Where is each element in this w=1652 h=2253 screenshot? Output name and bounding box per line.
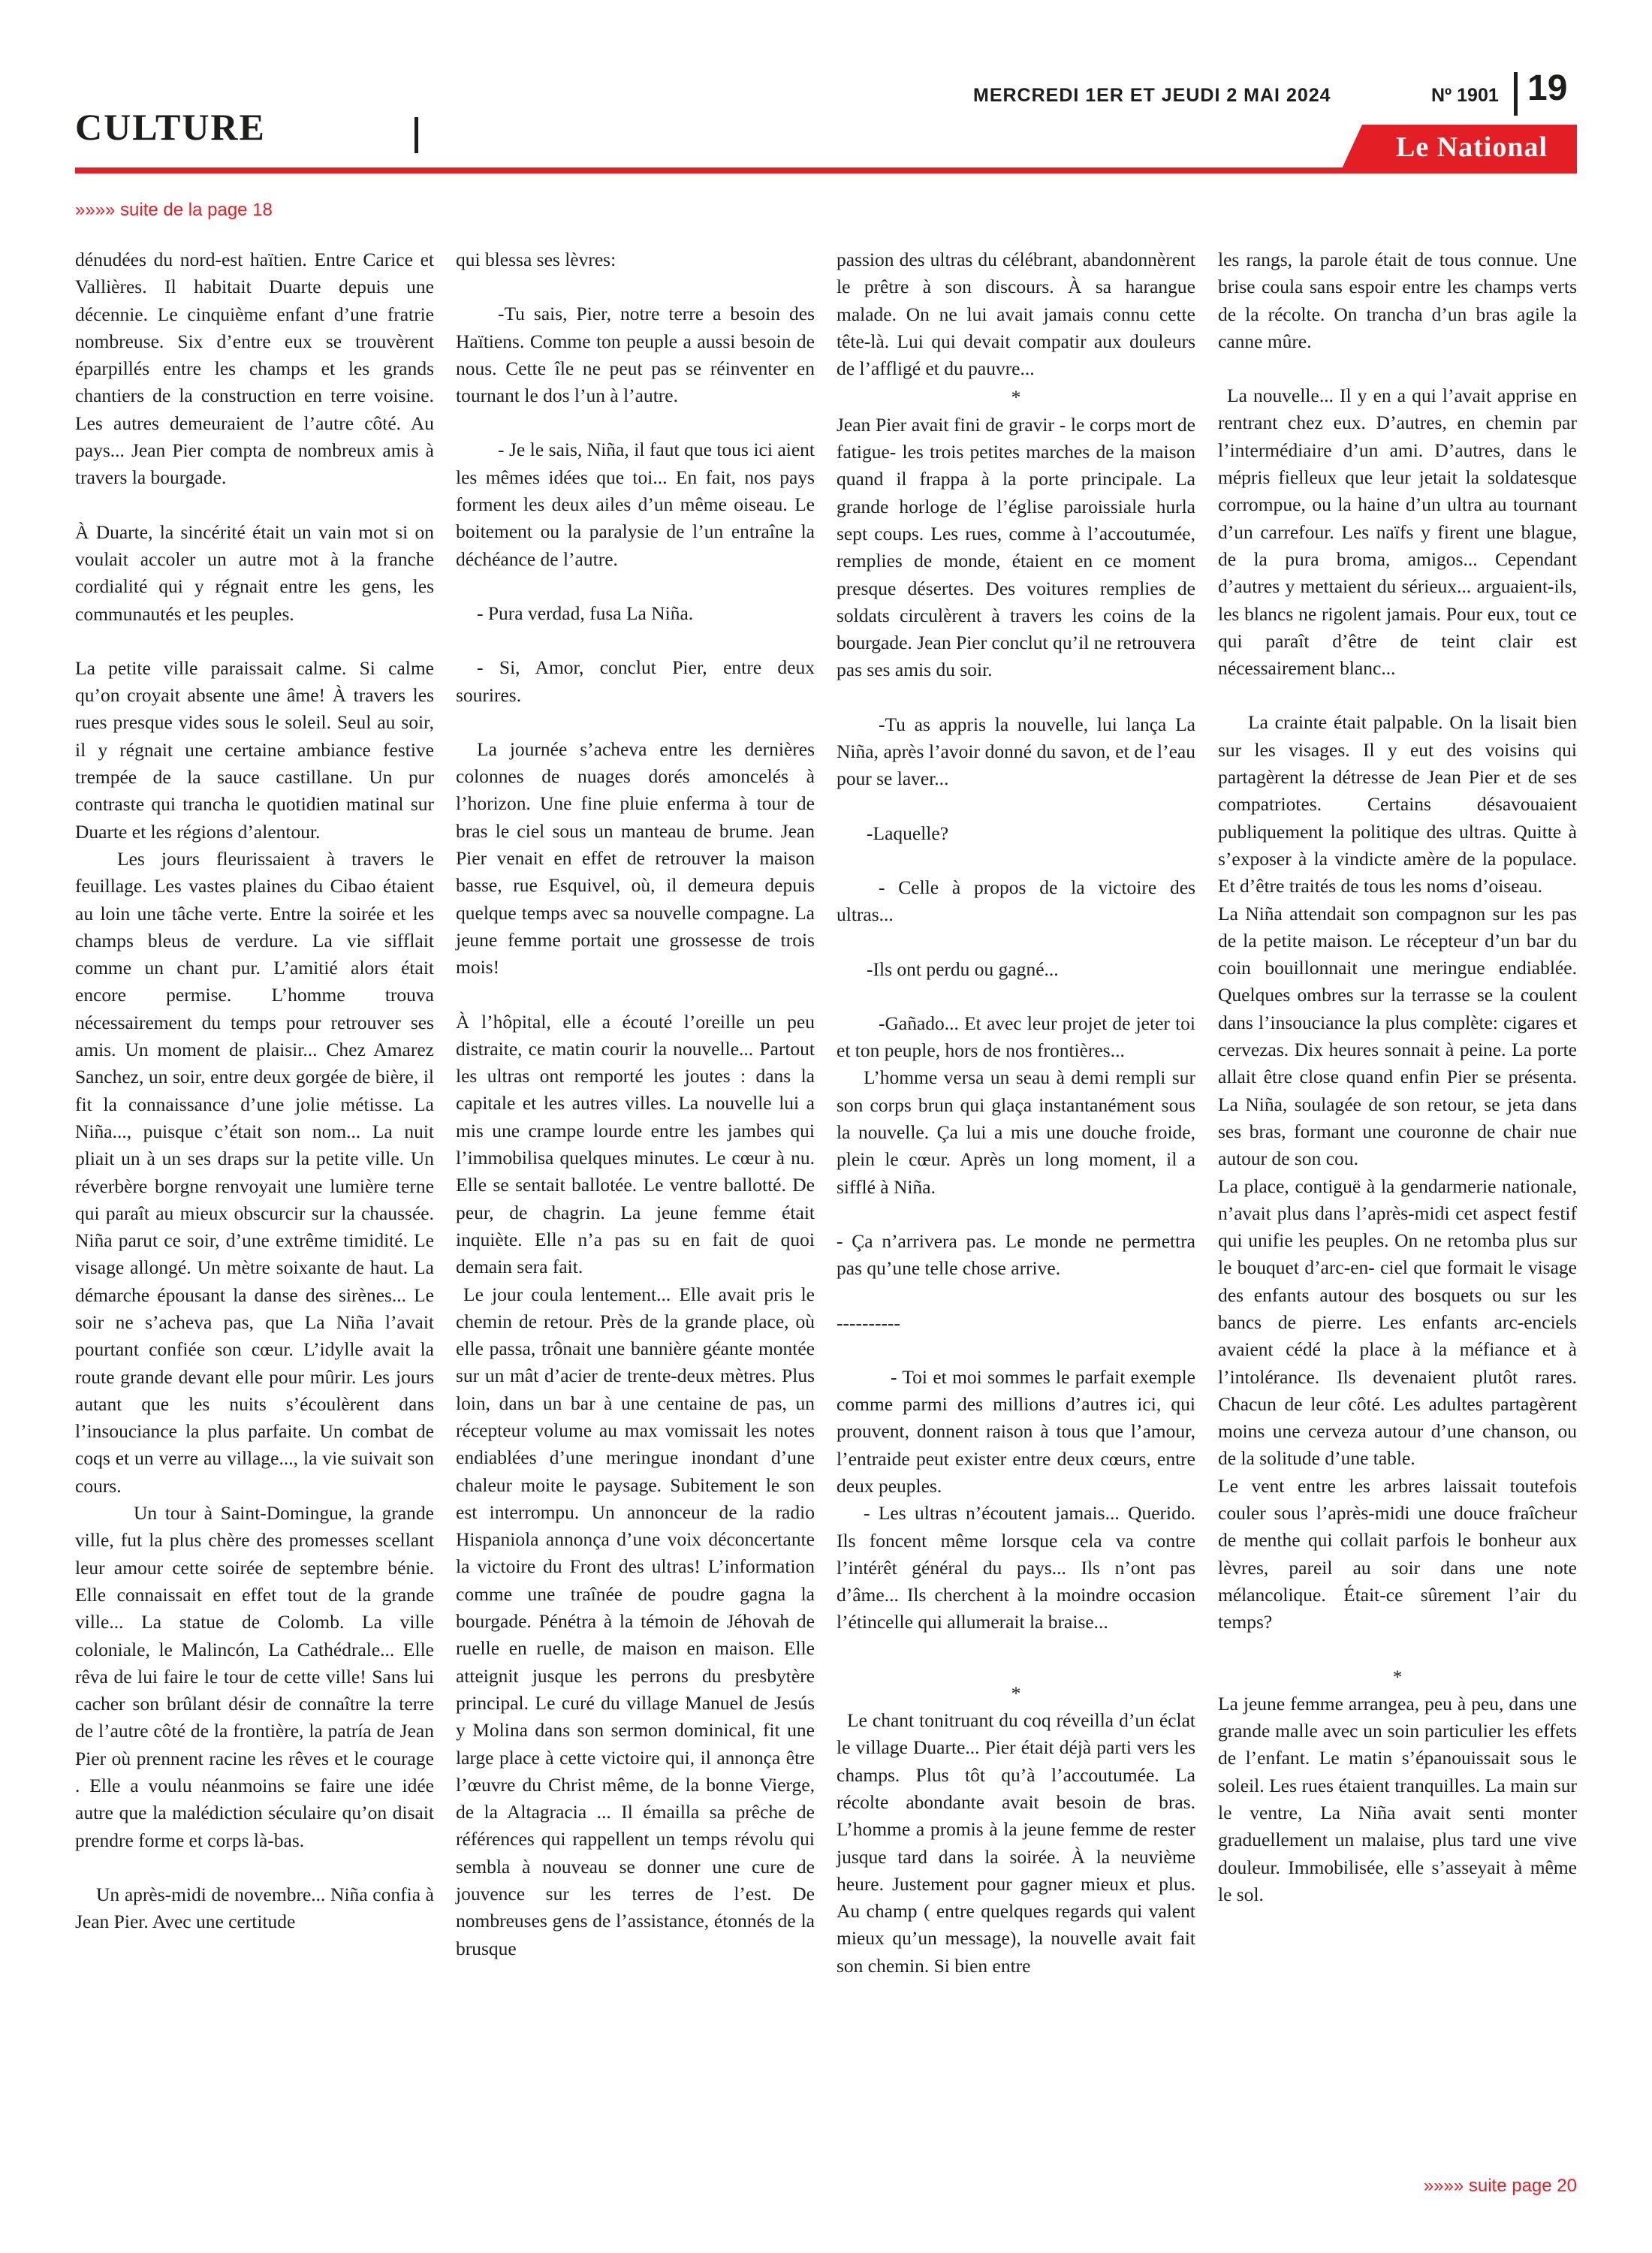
dialogue-line: -Gañado... Et avec leur projet de jeter toi et ton peuple, hors de nos frontières... xyxy=(837,1012,1195,1062)
article-column-4 xyxy=(1218,246,1577,1908)
paragraph: Jean Pier avait fini de gravir - le corps mort de fatigue- les trois petites marches de la maison quand il frappa à la porte principale. La grande horloge de l’église paroissiale hurla sept coups. Les rues, comme à l’accoutumée, remplies de monde, étaient en ce moment presque désertes. Des voitures remplies de soldats circulèrent à travers les coins de la bourgade. Jean Pier conclut qu’il ne retrouvera pas ses amis du soir. xyxy=(837,413,1195,681)
dialogue-line: - Pura verdad, fusa La Niña. xyxy=(477,602,694,624)
issue-number: Nº 1901 xyxy=(1431,85,1499,106)
newspaper-name: Le National xyxy=(1395,131,1548,163)
section-break-star: * xyxy=(1011,1681,1021,1704)
continued-from-link[interactable]: »»»» suite de la page 18 xyxy=(75,200,273,220)
paragraph: passion des ultras du célébrant, abandonnèrent le prêtre à son discours. À sa harangue malade. On ne lui avait jamais connu cette tête-là. Lui qui devait compatir aux douleurs de l’affligé et du pauvre... xyxy=(837,249,1195,380)
dialogue-line: - Si, Amor, conclut Pier, entre deux sourires. xyxy=(456,656,815,706)
dialogue-line: -Ils ont perdu ou gagné... xyxy=(867,958,1059,980)
paragraph: La jeune femme arrangea, peu à peu, dans une grande malle avec un soin particulier les effets de l’enfant. Le matin s’épanouissait sous le soleil. Les rues étaient tranquilles. La main sur le ventre, La Niña avait senti monter graduellement un malaise, plus tard une vive douleur. Immobilisée, elle s’asseyait à même le sol. xyxy=(1218,1692,1577,1905)
paragraph: La journée s’acheva entre les dernières colonnes de nuages dorés amoncelés à l’horizon. Une fine pluie enferma à tour de bras le ciel sous un manteau de brume. Jean Pier venait en effet de retrouver la maison basse, rue Esquivel, où, il demeura depuis quelque temps avec sa nouvelle compagne. La jeune femme portait une grossesse de trois mois! xyxy=(456,737,815,979)
paragraph: qui blessa ses lèvres: xyxy=(456,249,616,270)
paragraph: les rangs, la parole était de tous connue. Une brise coula sans espoir entre les champs verts de la récolte. On trancha d’un bras agile la canne mûre. xyxy=(1218,249,1577,352)
paragraph: Un après-midi de novembre... Niña confia à Jean Pier. Avec une certitude xyxy=(75,1883,434,1933)
section-title: CULTURE xyxy=(75,106,266,148)
paragraph: La place, contiguë à la gendarmerie nationale, n’avait plus dans l’après-midi cet aspect festif qui unifie les peuples. On ne retomba plus sur le bouquet d’arc-en- ciel que formait le visage des enfants autour des bosquets ou sur les bancs de pierre. Les enfants arc-enciels avaient cédé la place à la méfiance et à l’intolérance. Ils devenaient plutôt rares. Chacun de leur côté. Les adultes partagèrent moins une cerveza autour d’une chanson, ou de la solitude d’une table. xyxy=(1218,1175,1577,1470)
article-column-2 xyxy=(456,246,815,1962)
paragraph: La Niña attendait son compagnon sur les pas de la petite maison. Le récepteur d’un bar du coin bouillonnait une meringue endiablée. Quelques ombres sur la terrasse se la coulent dans l’insouciance la plus complète: cigares et cervezas. Dix heures sonnait à peine. La porte allait être close quand enfin Pier se présenta. La Niña, soulagée de son retour, se jeta dans ses bras, formant une couronne de chair nue autour de son cou. xyxy=(1218,902,1577,1170)
paragraph: Les jours fleurissaient à travers le feuillage. Les vastes plaines du Cibao étaient au loin une tâche verte. Entre la soirée et les champs bleus de verdure. La vie sifflait comme un chant pur. L’amitié alors était encore permise. L’homme trouva nécessairement du temps pour retrouver ses amis. Un moment de plaisir... Chez Amarez Sanchez, un soir, entre deux gorgée de bière, il fit la connaissance d’une jolie métisse. La Niña..., puisque c’était son nom... La nuit pliait un à un ses draps sur la petite ville. Un réverbère borgne renvoyait une lumière terne qui paraît au mieux obscurcir sur la chaussée. Niña parut ce soir, d’une extrême timidité. Le visage allongé. Un mètre soixante de haut. La démarche épousant la danse des sirènes... Le soir ne s’acheva pas, que La Niña l’avait pourtant confiée son cœur. L’idylle avait la route grande devant elle pour mûrir. Les jours autant que les nuits s’écoulèrent dans l’insouciance la plus parfaite. Un combat de coqs et un verre au village..., la vie suivait son cours. xyxy=(75,847,434,1497)
dialogue-line: -Tu sais, Pier, notre terre a besoin des Haïtiens. Comme ton peuple a aussi besoin de nous. Cette île ne peut pas se réinventer en tournant le dos l’un à l’autre. xyxy=(456,303,815,407)
paragraph: L’homme versa un seau à demi rempli sur son corps brun qui glaça instantanément sous la nouvelle. Ça lui a mis une douche froide, plein le cœur. Après un long moment, il a sifflé à Niña. xyxy=(837,1066,1195,1198)
paragraph: La crainte était palpable. On la lisait bien sur les visages. Il y eut des voisins qui partagèrent la détresse de Jean Pier et de ses compatriotes. Certains désavouaient publiquement la politique des ultras. Quitte à s’exposer à la vindicte amère de la populace. Et d’être traités de tous les noms d’oiseau. xyxy=(1218,711,1577,897)
paragraph: À l’hôpital, elle a écouté l’oreille un peu distraite, ce matin courir la nouvelle... Partout les ultras ont remporté les joutes : dans la capitale et les autres villes. La nouvelle lui a mis une crampe lourde entre les jambes qui l’immobilisa quelques minutes. Le cœur à nu. Elle se sentait ballotée. Le ventre ballotté. De peur, de chagrin. La jeune femme était inquiète. Elle n’a pas su en fait de quoi demain sera fait. xyxy=(456,1010,815,1278)
section-break-star: * xyxy=(1011,386,1021,409)
paragraph: Le chant tonitruant du coq réveilla d’un éclat le village Duarte... Pier était déjà parti vers les champs. Plus tôt qu’à l’accoutumée. La récolte abondante avait besoin de bras. L’homme a promis à la jeune femme de rester jusque tard dans la soirée. À la neuvième heure. Justement pour gagner mieux et plus. Au champ ( entre quelques regards qui valent mieux qu’un message), la nouvelle avait fait son chemin. Si bien entre xyxy=(837,1709,1195,1977)
dialogue-line: -Laquelle? xyxy=(867,822,949,844)
paragraph: dénudées du nord-est haïtien. Entre Carice et Vallières. Il habitait Duarte depuis une décennie. Le cinquième enfant d’une fratrie nombreuse. Six d’entre eux se trouvèrent éparpillés entre les champs et les grands chantiers de la construction en terre voisine. Les autres demeuraient de l’autre côté. Au pays... Jean Pier compta de nombreux amis à travers la bourgade. xyxy=(75,249,434,489)
paragraph: La nouvelle... Il y en a qui l’avait apprise en rentrant chez eux. D’autres, en chemin par l’intermédiaire d’un ami. D’autres, dans le mépris fielleux que leur jetait la soldatesque corrompue, ou la haine d’un ultra au tournant d’un carrefour. Les naïfs y firent une blague, de la pura broma, amigos... Cependant d’autres y mettaient du sérieux... arguaient-ils, les blancs ne rigolent jamais. Pour eux, tout ce qui paraît d’être de teint clair est nécessairement blanc... xyxy=(1218,385,1577,680)
paragraph: Un tour à Saint-Domingue, la grande ville, fut la plus chère des promesses scellant leur amour cette soirée de septembre bénie. Elle connaissait en effet tout de la grande ville... La statue de Colomb. La ville coloniale, le Malincón, La Cathédrale... Elle rêva de lui faire le tour de cette ville! Sans lui cacher son brûlant désir de connaître la terre de l’autre côté de la frontière, la patría de Jean Pier où prennent racine les rêves et le courage . Elle a voulu néanmoins se faire une idée autre que la malédiction séculaire qu’on disait prendre forme et corps là-bas. xyxy=(75,1502,434,1851)
paragraph: La petite ville paraissait calme. Si calme qu’on croyait absente une âme! À travers les rues presque vides sous le soleil. Seul au soir, il y régnait une certaine ambiance festive trempée de la sauce castillane. Un pur contraste qui trancha le quotidien matinal sur Duarte et les régions d’alentour. xyxy=(75,656,434,843)
section-break-star: * xyxy=(1392,1665,1403,1687)
paragraph: Le jour coula lentement... Elle avait pris le chemin de retour. Près de la grande place, où elle passa, trônait une bannière géante montée sur un mât d’acier de trente-deux mètres. Plus loin, dans un bar à une centaine de pas, un récepteur volume au max vomissait les notes endiablées d’une meringue inondant d’une chaleur moite le paysage. Subitement le son est interrompu. Un annonceur de la radio Hispaniola annonça d’une voix déconcertante la victoire du Front des ultras! L’information comme une traînée de poudre gagna la bourgade. Pénétra à la témoin de Jéhovah de ruelle en ruelle, de maison en maison. Elle atteignit jusque les perrons du presbytère principal. Le curé du village Manuel de Jesús y Molina dans son sermon dominical, fit une large place à cette victoire qui, il annonça être l’œuvre du Christ même, de la bonne Vierge, de la Altagracia ... Il émailla sa prêche de références qui rappellent un temps révolu qui sembla à nouveau se donner une cure de jouvence sur les terres de l’est. De nombreuses gens de l’assistance, étonnés de la brusque xyxy=(456,1283,815,1959)
paragraph: À Duarte, la sincérité était un vain mot si on voulait accoler un autre mot à la franche cordialité qui y régnait entre les gens, les communautés et les peuples. xyxy=(75,520,434,625)
issue-date: MERCREDI 1ER ET JEUDI 2 MAI 2024 xyxy=(973,85,1331,106)
dialogue-line: - Les ultras n’écoutent jamais... Querido. Ils foncent même lorsque cela va contre l’intérêt général du pays... Ils n’ont pas d’âme... Ils cherchent à la moindre occasion l’étincelle qui allumerait la braise... xyxy=(837,1502,1195,1633)
header-divider xyxy=(1514,72,1518,116)
article-column-3 xyxy=(837,246,1195,1980)
dialogue-line: - Je le sais, Niña, il faut que tous ici aient les mêmes idées que toi... En fait, nos pays forment les deux ailes d’un même oiseau. Le boitement ou la paralysie de l’un entraîne la déchéance de l’autre. xyxy=(456,439,815,570)
separator-dashes: ---------- xyxy=(837,1311,900,1334)
page-number: 19 xyxy=(1527,68,1568,108)
header-rule xyxy=(75,167,1577,173)
continued-to-link[interactable]: »»»» suite page 20 xyxy=(1423,2176,1577,2196)
dialogue-line: - Celle à propos de la victoire des ultras... xyxy=(837,876,1195,926)
section-divider xyxy=(415,117,418,153)
paragraph: Le vent entre les arbres laissait toutefois couler sous l’après-midi une douce fraîcheur de menthe qui collait parfois le bonheur aux lèvres, pareil au soir dans une note mélancolique. Était-ce sûrement l’air du temps? xyxy=(1218,1474,1577,1633)
dialogue-line: - Toi et moi sommes le parfait exemple comme parmi des millions d’autres ici, qui prouvent, donnent raison à tous que l’amour, l’entraide peut exister entre deux cœurs, entre deux peuples. xyxy=(837,1365,1195,1497)
article-column-1 xyxy=(75,246,434,1936)
dialogue-line: - Ça n’arrivera pas. Le monde ne permettra pas qu’une telle chose arrive. xyxy=(837,1229,1195,1280)
dialogue-line: -Tu as appris la nouvelle, lui lança La Niña, après l’avoir donné du savon, et de l’eau pour se laver... xyxy=(837,713,1195,790)
